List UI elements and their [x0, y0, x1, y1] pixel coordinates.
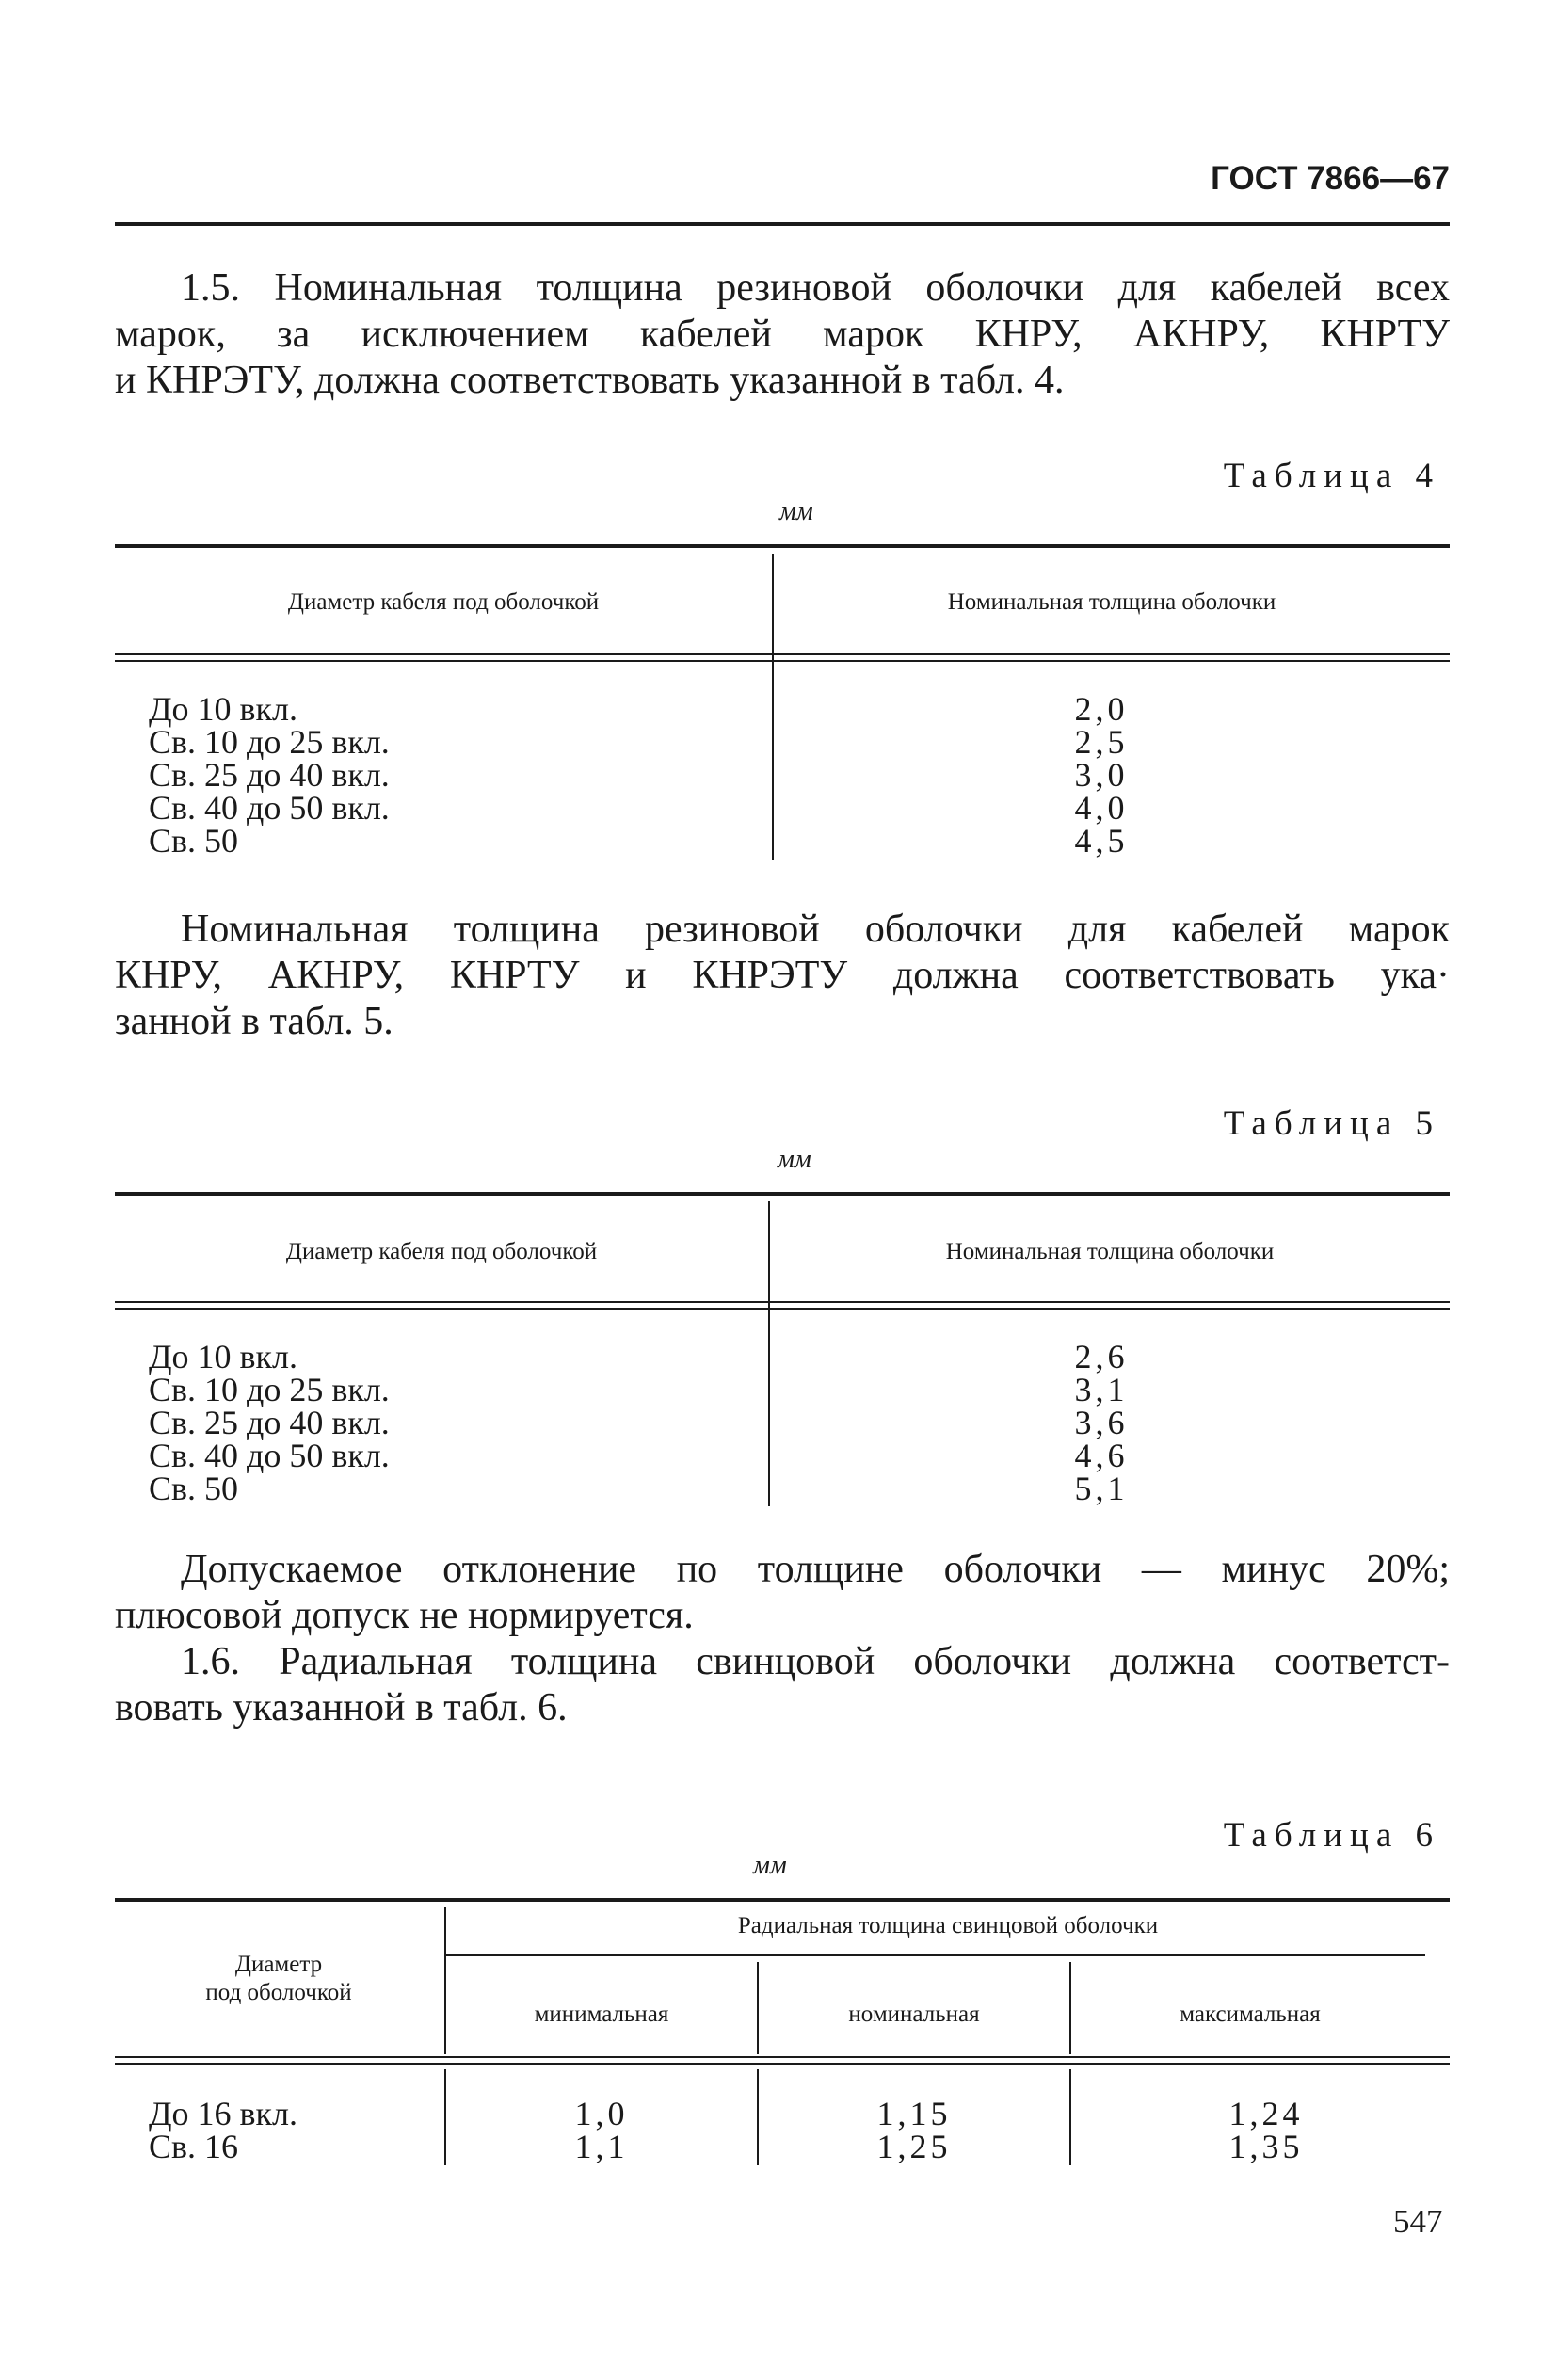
- paragraph-line: КНРУ, АКНРУ, КНРТУ и КНРЭТУ должна соответствовать ука·: [115, 954, 1450, 997]
- table-cell: 3,1: [1074, 1371, 1129, 1408]
- document-code: ГОСТ 7866—67: [1211, 160, 1450, 197]
- table-cell: 1,35: [1228, 2128, 1304, 2165]
- table-5-thickness-column: [1045, 1338, 1158, 1507]
- table-row: Св. 50: [149, 1470, 239, 1507]
- table-row: Св. 16: [149, 2128, 239, 2165]
- table-6-column-divider: [757, 1962, 759, 2054]
- paragraph-line: Номинальная толщина резиновой оболочки для кабелей марок: [181, 908, 1450, 951]
- table-6-caption: Таблица 6: [1223, 1816, 1440, 1855]
- table-5-header-rule: [115, 1301, 1450, 1303]
- table-6-column-divider: [1069, 2069, 1071, 2165]
- table-cell: 2,6: [1074, 1338, 1129, 1375]
- table-cell: 3,0: [1074, 756, 1129, 794]
- table-6-max-column: [1205, 2095, 1327, 2165]
- table-row: До 10 вкл.: [149, 690, 298, 728]
- table-4-top-rule: [115, 544, 1450, 548]
- table-4-diameter-column: [149, 690, 390, 860]
- table-row: До 16 вкл.: [149, 2095, 298, 2132]
- table-6-nominal-column: [853, 2095, 975, 2165]
- table-cell: 1,0: [574, 2095, 629, 2132]
- paragraph-line: 1.5. Номинальная толщина резиновой оболочки для кабелей всех: [181, 266, 1450, 310]
- table-6-header-min: минимальная: [534, 2002, 669, 2027]
- table-4-caption: Таблица 4: [1223, 457, 1440, 495]
- table-5-header-rule: [115, 1308, 1450, 1310]
- table-cell: 1,25: [876, 2128, 952, 2165]
- paragraph-line: вовать указанной в табл. 6.: [115, 1686, 568, 1729]
- table-6-header-nominal: номинальная: [848, 2002, 980, 2027]
- table-6-header-max: максимальная: [1180, 2002, 1321, 2027]
- table-row: Св. 10 до 25 вкл.: [149, 723, 390, 761]
- table-6-header-diameter-line: Диаметр: [234, 1952, 323, 1977]
- table-5-header-diameter: Диаметр кабеля под оболочкой: [285, 1239, 598, 1264]
- table-5-diameter-column: [149, 1338, 390, 1507]
- table-6-unit: мм: [753, 1851, 787, 1880]
- table-cell: 2,5: [1074, 723, 1129, 761]
- paragraph-line: и КНРЭТУ, должна соответствовать указанной в табл. 4.: [115, 359, 1065, 402]
- table-6-top-rule: [115, 1898, 1450, 1902]
- table-6-column-divider: [1069, 1962, 1071, 2054]
- paragraph-line: занной в табл. 5.: [115, 1000, 393, 1043]
- paragraph-1-6: [115, 1639, 1450, 1731]
- table-4-header-rule: [115, 660, 1450, 662]
- table-6-diameter-column: [149, 2095, 298, 2165]
- table-cell: 3,6: [1074, 1404, 1129, 1441]
- table-4-header-thickness: Номинальная толщина оболочки: [947, 589, 1276, 615]
- table-6-header-diameter-line: под оболочкой: [205, 1980, 352, 2005]
- table-4-header-rule: [115, 653, 1450, 655]
- paragraph-1-5: [115, 265, 1450, 404]
- table-cell: 4,5: [1074, 822, 1129, 860]
- table-6-min-column: [540, 2095, 663, 2165]
- table-cell: 1,1: [574, 2128, 629, 2165]
- paragraph-table-5-intro: [115, 907, 1450, 1045]
- table-row: Св. 10 до 25 вкл.: [149, 1371, 390, 1408]
- table-row: Св. 40 до 50 вкл.: [149, 789, 390, 827]
- table-cell: 4,6: [1074, 1437, 1129, 1474]
- paragraph-line: Допускаемое отклонение по толщине оболочки — минус 20%;: [181, 1548, 1450, 1591]
- table-row: Св. 25 до 40 вкл.: [149, 1404, 390, 1441]
- table-6-header-rule: [115, 2063, 1450, 2065]
- table-4-thickness-column: [1045, 690, 1158, 860]
- table-6-column-divider: [444, 1907, 446, 2054]
- table-5-unit: мм: [778, 1145, 811, 1174]
- table-row: До 10 вкл.: [149, 1338, 298, 1375]
- table-5-top-rule: [115, 1192, 1450, 1196]
- header-rule: [115, 222, 1450, 226]
- paragraph-line: плюсовой допуск не нормируется.: [115, 1594, 694, 1637]
- paragraph-line: 1.6. Радиальная толщина свинцовой оболочки должна соответст-: [181, 1640, 1450, 1683]
- table-row: Св. 25 до 40 вкл.: [149, 756, 390, 794]
- table-row: Св. 40 до 50 вкл.: [149, 1437, 390, 1474]
- paragraph-line: марок, за исключением кабелей марок КНРУ, АКНРУ, КНРТУ: [115, 313, 1450, 356]
- table-cell: 4,0: [1074, 789, 1129, 827]
- table-5-caption: Таблица 5: [1223, 1104, 1440, 1143]
- paragraph-tolerance: [115, 1547, 1450, 1639]
- table-6-header-group: Радиальная толщина свинцовой оболочки: [737, 1913, 1159, 1938]
- table-6-column-divider: [444, 2069, 446, 2165]
- table-cell: 5,1: [1074, 1470, 1129, 1507]
- table-row: Св. 50: [149, 822, 239, 860]
- table-cell: 2,0: [1074, 690, 1129, 728]
- table-4-unit: мм: [779, 497, 813, 526]
- table-cell: 1,24: [1228, 2095, 1304, 2132]
- table-6-group-rule: [446, 1954, 1425, 1956]
- table-cell: 1,15: [876, 2095, 952, 2132]
- page-number: 547: [1393, 2203, 1443, 2240]
- table-4-header-diameter: Диаметр кабеля под оболочкой: [287, 589, 600, 615]
- table-5-header-thickness: Номинальная толщина оболочки: [945, 1239, 1275, 1264]
- table-6-column-divider: [757, 2069, 759, 2165]
- table-6-header-rule: [115, 2056, 1450, 2058]
- table-6-header-diameter: [115, 1951, 442, 2007]
